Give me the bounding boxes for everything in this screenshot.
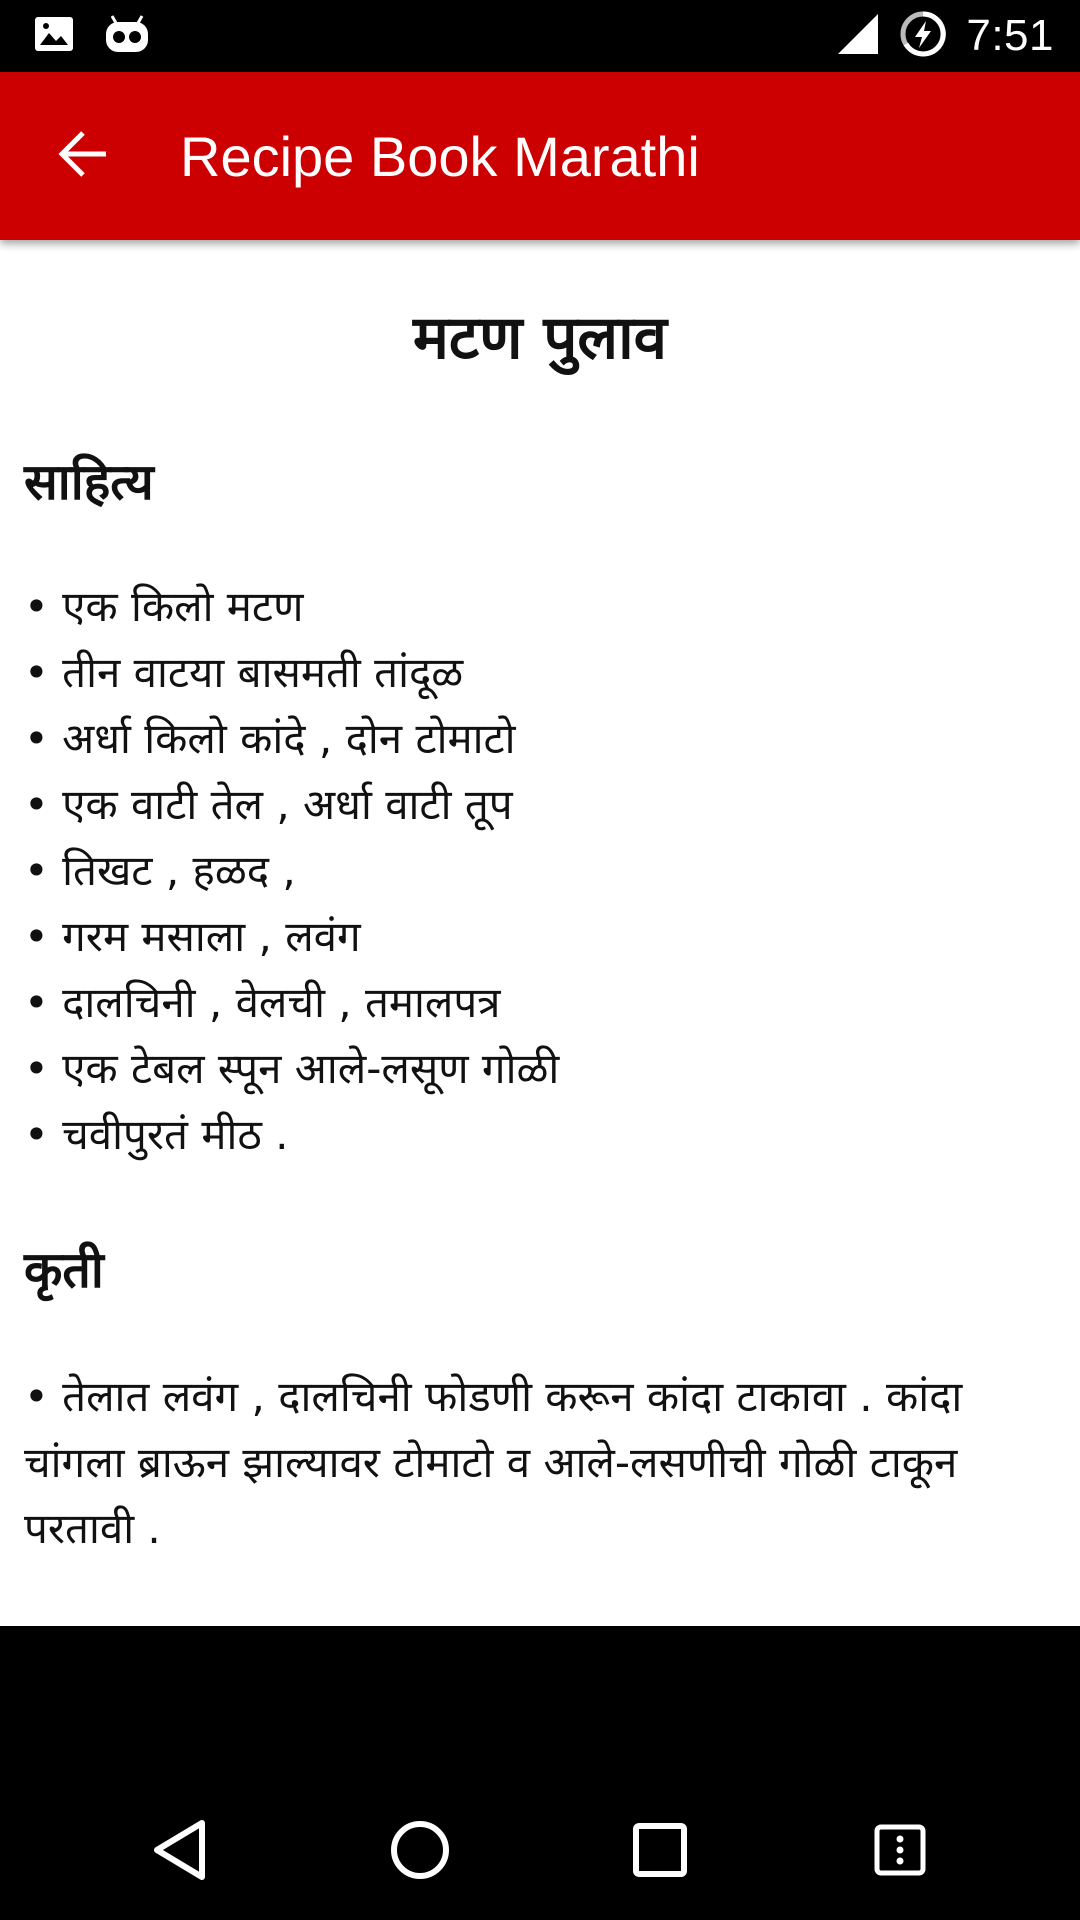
ingredient-item: • एक टेबल स्पून आले-लसूण गोळी	[24, 1036, 1056, 1102]
arrow-back-icon	[58, 128, 110, 184]
ingredients-heading: साहित्य	[24, 453, 154, 511]
signal-icon	[836, 12, 880, 60]
ingredient-item: • तिखट , हळद ,	[24, 838, 1056, 904]
nav-home-button[interactable]	[370, 1802, 470, 1902]
android-debug-icon	[104, 14, 150, 58]
image-icon	[34, 14, 74, 58]
status-bar	[0, 0, 1080, 72]
nav-back-button[interactable]	[130, 1802, 230, 1902]
recipe-title: मटण पुलाव	[412, 303, 668, 373]
back-button[interactable]	[46, 118, 122, 194]
ingredient-item: • चवीपुरतं मीठ .	[24, 1102, 1056, 1168]
status-time: 7:51	[966, 11, 1054, 60]
ingredient-item: • एक किलो मटण	[24, 574, 1056, 640]
back-triangle-icon	[152, 1819, 208, 1885]
home-circle-icon	[389, 1819, 451, 1885]
menu-icon	[874, 1824, 926, 1880]
ingredients-list	[24, 574, 1056, 1168]
ingredient-item: • दालचिनी , वेलची , तमालपत्र	[24, 970, 1056, 1036]
method-steps-list	[24, 1364, 1056, 1562]
app-bar	[0, 72, 1080, 240]
nav-menu-button[interactable]	[850, 1802, 950, 1902]
method-heading: कृती	[24, 1241, 104, 1299]
ingredient-item: • अर्धा किलो कांदे , दोन टोमाटो	[24, 706, 1056, 772]
app-title: Recipe Book Marathi	[180, 125, 700, 188]
ingredient-item: • एक वाटी तेल , अर्धा वाटी तूप	[24, 772, 1056, 838]
recipe-content[interactable]	[0, 240, 1080, 1626]
recents-square-icon	[632, 1822, 688, 1882]
ingredient-item: • तीन वाटया बासमती तांदूळ	[24, 640, 1056, 706]
method-step: • तेलात लवंग , दालचिनी फोडणी करून कांदा टाकावा . कांदा चांगला ब्राऊन झाल्यावर टोमाटो व आले-लसणीची गोळी टाकून परतावी .	[24, 1364, 1056, 1562]
battery-charging-icon	[900, 11, 946, 61]
ingredient-item: • गरम मसाला , लवंग	[24, 904, 1056, 970]
nav-recents-button[interactable]	[610, 1802, 710, 1902]
